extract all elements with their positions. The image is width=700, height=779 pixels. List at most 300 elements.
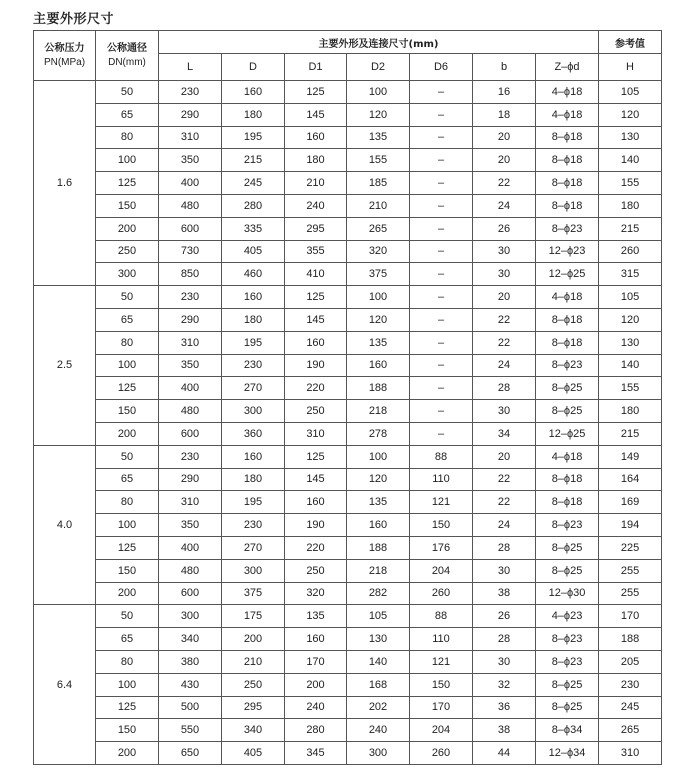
dn-cell: 150 bbox=[96, 400, 159, 423]
table-cell: 140 bbox=[599, 354, 662, 377]
table-cell: 230 bbox=[222, 514, 285, 537]
dn-cell: 50 bbox=[96, 445, 159, 468]
table-cell: 155 bbox=[599, 377, 662, 400]
table-cell: 320 bbox=[347, 240, 410, 263]
pn-cell: 2.5 bbox=[34, 286, 96, 446]
table-row bbox=[34, 491, 662, 514]
pn-cell: 6.4 bbox=[34, 605, 96, 765]
table-cell: 215 bbox=[599, 422, 662, 445]
table-cell: 205 bbox=[599, 650, 662, 673]
table-cell: 22 bbox=[473, 491, 536, 514]
table-cell: 150 bbox=[410, 514, 473, 537]
table-row bbox=[34, 263, 662, 286]
header-pn-unit: PN(MPa) bbox=[43, 56, 86, 68]
table-cell: 194 bbox=[599, 514, 662, 537]
table-cell: 8–ϕ18 bbox=[536, 194, 599, 217]
table-cell: 240 bbox=[347, 719, 410, 742]
dn-cell: 125 bbox=[96, 172, 159, 195]
dn-cell: 50 bbox=[96, 286, 159, 309]
table-cell: 8–ϕ18 bbox=[536, 149, 599, 172]
dn-cell: 65 bbox=[96, 308, 159, 331]
table-cell: 480 bbox=[159, 559, 222, 582]
dn-cell: 100 bbox=[96, 354, 159, 377]
table-row bbox=[34, 286, 662, 309]
table-cell: 8–ϕ25 bbox=[536, 559, 599, 582]
table-cell: 335 bbox=[222, 217, 285, 240]
table-cell: 20 bbox=[473, 149, 536, 172]
table-cell: 16 bbox=[473, 81, 536, 104]
table-cell: 200 bbox=[285, 673, 347, 696]
table-cell: 185 bbox=[347, 172, 410, 195]
table-cell: 120 bbox=[347, 103, 410, 126]
table-cell: 225 bbox=[599, 536, 662, 559]
table-cell: 550 bbox=[159, 719, 222, 742]
pn-cell: 1.6 bbox=[34, 81, 96, 286]
table-cell: 30 bbox=[473, 263, 536, 286]
dn-cell: 65 bbox=[96, 628, 159, 651]
header-dn-unit: DN(mm) bbox=[108, 56, 146, 68]
table-row bbox=[34, 468, 662, 491]
table-cell: 120 bbox=[347, 308, 410, 331]
table-cell: 8–ϕ18 bbox=[536, 331, 599, 354]
table-cell: 850 bbox=[159, 263, 222, 286]
table-cell: 265 bbox=[599, 719, 662, 742]
table-cell: 195 bbox=[222, 331, 285, 354]
table-cell: 400 bbox=[159, 536, 222, 559]
table-cell: 218 bbox=[347, 559, 410, 582]
table-cell: 188 bbox=[347, 377, 410, 400]
table-cell: 295 bbox=[222, 696, 285, 719]
table-cell: 32 bbox=[473, 673, 536, 696]
table-cell: 8–ϕ25 bbox=[536, 696, 599, 719]
table-cell: 310 bbox=[599, 742, 662, 765]
dn-cell: 150 bbox=[96, 719, 159, 742]
header-dn-label: 公称通径 bbox=[107, 42, 147, 54]
table-cell: 202 bbox=[347, 696, 410, 719]
table-cell: 8–ϕ25 bbox=[536, 536, 599, 559]
table-cell: – bbox=[410, 308, 473, 331]
table-cell: – bbox=[410, 422, 473, 445]
header-ref: 参考值 bbox=[599, 31, 662, 54]
table-cell: 400 bbox=[159, 377, 222, 400]
table-cell: 210 bbox=[285, 172, 347, 195]
table-cell: 130 bbox=[347, 628, 410, 651]
table-cell: 270 bbox=[222, 536, 285, 559]
header-group: 主要外形及连接尺寸(mm) bbox=[159, 31, 599, 54]
table-cell: 480 bbox=[159, 400, 222, 423]
table-row bbox=[34, 217, 662, 240]
dn-cell: 80 bbox=[96, 650, 159, 673]
table-cell: 195 bbox=[222, 491, 285, 514]
table-cell: 8–ϕ23 bbox=[536, 628, 599, 651]
table-row bbox=[34, 536, 662, 559]
table-cell: 250 bbox=[285, 400, 347, 423]
table-cell: 160 bbox=[222, 286, 285, 309]
table-cell: 140 bbox=[599, 149, 662, 172]
table-cell: 22 bbox=[473, 172, 536, 195]
table-row bbox=[34, 696, 662, 719]
table-cell: 30 bbox=[473, 559, 536, 582]
table-cell: 120 bbox=[599, 308, 662, 331]
table-cell: 375 bbox=[347, 263, 410, 286]
table-cell: 260 bbox=[410, 742, 473, 765]
table-cell: 130 bbox=[599, 331, 662, 354]
table-cell: 8–ϕ23 bbox=[536, 354, 599, 377]
table-cell: 300 bbox=[222, 559, 285, 582]
table-cell: 155 bbox=[599, 172, 662, 195]
table-cell: – bbox=[410, 194, 473, 217]
dn-cell: 100 bbox=[96, 149, 159, 172]
table-cell: 160 bbox=[285, 628, 347, 651]
table-cell: 18 bbox=[473, 103, 536, 126]
table-cell: 169 bbox=[599, 491, 662, 514]
dn-cell: 50 bbox=[96, 605, 159, 628]
dn-cell: 200 bbox=[96, 582, 159, 605]
dn-cell: 125 bbox=[96, 377, 159, 400]
pn-cell: 4.0 bbox=[34, 445, 96, 605]
table-cell: 30 bbox=[473, 400, 536, 423]
table-cell: 260 bbox=[599, 240, 662, 263]
table-cell: 360 bbox=[222, 422, 285, 445]
column-header: L bbox=[159, 54, 222, 81]
table-cell: 100 bbox=[347, 445, 410, 468]
table-cell: – bbox=[410, 263, 473, 286]
table-cell: 44 bbox=[473, 742, 536, 765]
column-header: b bbox=[473, 54, 536, 81]
table-cell: 195 bbox=[222, 126, 285, 149]
table-cell: 310 bbox=[285, 422, 347, 445]
table-cell: 160 bbox=[222, 445, 285, 468]
table-cell: 240 bbox=[285, 696, 347, 719]
table-cell: 600 bbox=[159, 422, 222, 445]
table-cell: 300 bbox=[347, 742, 410, 765]
table-cell: 180 bbox=[285, 149, 347, 172]
table-cell: 30 bbox=[473, 650, 536, 673]
dn-cell: 150 bbox=[96, 194, 159, 217]
table-cell: 20 bbox=[473, 126, 536, 149]
table-cell: 405 bbox=[222, 240, 285, 263]
table-cell: – bbox=[410, 126, 473, 149]
dn-cell: 200 bbox=[96, 422, 159, 445]
column-header: D bbox=[222, 54, 285, 81]
table-cell: 188 bbox=[347, 536, 410, 559]
table-cell: 125 bbox=[285, 81, 347, 104]
table-cell: 188 bbox=[599, 628, 662, 651]
table-cell: 500 bbox=[159, 696, 222, 719]
table-cell: 600 bbox=[159, 582, 222, 605]
table-cell: 210 bbox=[347, 194, 410, 217]
table-cell: – bbox=[410, 217, 473, 240]
table-cell: – bbox=[410, 172, 473, 195]
dn-cell: 125 bbox=[96, 536, 159, 559]
table-cell: 170 bbox=[285, 650, 347, 673]
table-cell: 12–ϕ25 bbox=[536, 422, 599, 445]
table-cell: 215 bbox=[599, 217, 662, 240]
dn-cell: 80 bbox=[96, 126, 159, 149]
table-cell: 36 bbox=[473, 696, 536, 719]
table-row bbox=[34, 673, 662, 696]
table-cell: – bbox=[410, 377, 473, 400]
dn-cell: 150 bbox=[96, 559, 159, 582]
page-title: 主要外形尺寸 bbox=[33, 12, 115, 27]
table-cell: 230 bbox=[159, 445, 222, 468]
table-cell: 245 bbox=[599, 696, 662, 719]
table-cell: 160 bbox=[285, 491, 347, 514]
table-cell: 8–ϕ18 bbox=[536, 308, 599, 331]
table-cell: 650 bbox=[159, 742, 222, 765]
table-cell: 176 bbox=[410, 536, 473, 559]
table-cell: 220 bbox=[285, 536, 347, 559]
table-cell: 145 bbox=[285, 103, 347, 126]
column-header: D2 bbox=[347, 54, 410, 81]
table-cell: 88 bbox=[410, 445, 473, 468]
table-cell: 22 bbox=[473, 331, 536, 354]
table-cell: 4–ϕ18 bbox=[536, 103, 599, 126]
table-cell: 105 bbox=[599, 81, 662, 104]
table-row bbox=[34, 628, 662, 651]
table-cell: – bbox=[410, 400, 473, 423]
table-cell: 30 bbox=[473, 240, 536, 263]
table-cell: 160 bbox=[347, 354, 410, 377]
column-header: H bbox=[599, 54, 662, 81]
table-cell: 230 bbox=[159, 286, 222, 309]
table-cell: 135 bbox=[347, 331, 410, 354]
table-cell: 290 bbox=[159, 103, 222, 126]
table-cell: 280 bbox=[285, 719, 347, 742]
header-pn-label: 公称压力 bbox=[44, 42, 85, 54]
table-cell: 8–ϕ25 bbox=[536, 400, 599, 423]
table-cell: 320 bbox=[285, 582, 347, 605]
table-cell: 255 bbox=[599, 559, 662, 582]
table-cell: 160 bbox=[285, 126, 347, 149]
table-cell: 204 bbox=[410, 559, 473, 582]
table-row bbox=[34, 742, 662, 765]
table-row bbox=[34, 308, 662, 331]
table-cell: 8–ϕ18 bbox=[536, 468, 599, 491]
table-row bbox=[34, 377, 662, 400]
table-cell: 282 bbox=[347, 582, 410, 605]
table-cell: 22 bbox=[473, 468, 536, 491]
table-row bbox=[34, 719, 662, 742]
table-cell: 375 bbox=[222, 582, 285, 605]
table-cell: 4–ϕ23 bbox=[536, 605, 599, 628]
column-header: Z–ϕd bbox=[536, 54, 599, 81]
table-cell: 240 bbox=[285, 194, 347, 217]
table-cell: 4–ϕ18 bbox=[536, 445, 599, 468]
table-cell: 8–ϕ18 bbox=[536, 172, 599, 195]
table-row bbox=[34, 354, 662, 377]
table-cell: 24 bbox=[473, 194, 536, 217]
table-cell: – bbox=[410, 286, 473, 309]
table-cell: 350 bbox=[159, 149, 222, 172]
dn-cell: 125 bbox=[96, 696, 159, 719]
table-cell: 28 bbox=[473, 536, 536, 559]
table-cell: 218 bbox=[347, 400, 410, 423]
table-cell: 180 bbox=[222, 103, 285, 126]
table-cell: 295 bbox=[285, 217, 347, 240]
table-cell: 265 bbox=[347, 217, 410, 240]
table-cell: 24 bbox=[473, 354, 536, 377]
table-cell: 280 bbox=[222, 194, 285, 217]
table-cell: 100 bbox=[347, 286, 410, 309]
table-cell: 12–ϕ25 bbox=[536, 263, 599, 286]
table-cell: 155 bbox=[347, 149, 410, 172]
header-dn bbox=[96, 31, 159, 81]
table-cell: 410 bbox=[285, 263, 347, 286]
table-cell: 215 bbox=[222, 149, 285, 172]
table-cell: 300 bbox=[222, 400, 285, 423]
table-cell: 105 bbox=[347, 605, 410, 628]
table-cell: 8–ϕ34 bbox=[536, 719, 599, 742]
table-row bbox=[34, 240, 662, 263]
table-cell: 230 bbox=[222, 354, 285, 377]
table-cell: 255 bbox=[599, 582, 662, 605]
table-cell: – bbox=[410, 81, 473, 104]
table-cell: 160 bbox=[347, 514, 410, 537]
table-cell: 125 bbox=[285, 286, 347, 309]
table-cell: – bbox=[410, 331, 473, 354]
table-cell: 600 bbox=[159, 217, 222, 240]
table-cell: 190 bbox=[285, 514, 347, 537]
dn-cell: 80 bbox=[96, 491, 159, 514]
table-cell: – bbox=[410, 240, 473, 263]
table-cell: 345 bbox=[285, 742, 347, 765]
table-cell: 160 bbox=[222, 81, 285, 104]
table-cell: 34 bbox=[473, 422, 536, 445]
table-cell: 180 bbox=[222, 308, 285, 331]
dn-cell: 100 bbox=[96, 673, 159, 696]
table-row bbox=[34, 149, 662, 172]
table-cell: 135 bbox=[347, 491, 410, 514]
table-cell: 250 bbox=[285, 559, 347, 582]
table-cell: 380 bbox=[159, 650, 222, 673]
table-row bbox=[34, 445, 662, 468]
table-cell: 100 bbox=[347, 81, 410, 104]
table-cell: 28 bbox=[473, 628, 536, 651]
table-cell: 22 bbox=[473, 308, 536, 331]
table-cell: – bbox=[410, 103, 473, 126]
table-cell: 290 bbox=[159, 308, 222, 331]
column-header: D6 bbox=[410, 54, 473, 81]
table-cell: 168 bbox=[347, 673, 410, 696]
table-cell: 12–ϕ30 bbox=[536, 582, 599, 605]
table-cell: 8–ϕ23 bbox=[536, 650, 599, 673]
table-cell: 340 bbox=[159, 628, 222, 651]
table-cell: 350 bbox=[159, 514, 222, 537]
table-cell: 230 bbox=[599, 673, 662, 696]
table-cell: 38 bbox=[473, 582, 536, 605]
table-cell: 310 bbox=[159, 126, 222, 149]
table-cell: 310 bbox=[159, 331, 222, 354]
table-cell: 4–ϕ18 bbox=[536, 81, 599, 104]
dn-cell: 50 bbox=[96, 81, 159, 104]
table-row bbox=[34, 331, 662, 354]
table-cell: 135 bbox=[347, 126, 410, 149]
dn-cell: 200 bbox=[96, 217, 159, 240]
table-cell: 160 bbox=[285, 331, 347, 354]
dn-cell: 200 bbox=[96, 742, 159, 765]
table-cell: 26 bbox=[473, 217, 536, 240]
table-cell: 8–ϕ18 bbox=[536, 126, 599, 149]
header-pn bbox=[34, 31, 96, 81]
table-cell: 110 bbox=[410, 628, 473, 651]
table-cell: 204 bbox=[410, 719, 473, 742]
table-cell: 245 bbox=[222, 172, 285, 195]
dn-cell: 65 bbox=[96, 468, 159, 491]
table-cell: 340 bbox=[222, 719, 285, 742]
table-row bbox=[34, 422, 662, 445]
table-cell: 26 bbox=[473, 605, 536, 628]
table-cell: 145 bbox=[285, 468, 347, 491]
table-cell: 24 bbox=[473, 514, 536, 537]
table-cell: 430 bbox=[159, 673, 222, 696]
table-cell: 120 bbox=[599, 103, 662, 126]
table-cell: 4–ϕ18 bbox=[536, 286, 599, 309]
table-cell: 400 bbox=[159, 172, 222, 195]
table-row bbox=[34, 582, 662, 605]
table-cell: 480 bbox=[159, 194, 222, 217]
table-cell: 135 bbox=[285, 605, 347, 628]
table-cell: 355 bbox=[285, 240, 347, 263]
dn-cell: 80 bbox=[96, 331, 159, 354]
column-header: D1 bbox=[285, 54, 347, 81]
table-row bbox=[34, 650, 662, 673]
table-cell: 140 bbox=[347, 650, 410, 673]
table-cell: 105 bbox=[599, 286, 662, 309]
table-cell: 170 bbox=[410, 696, 473, 719]
table-cell: 350 bbox=[159, 354, 222, 377]
table-cell: 200 bbox=[222, 628, 285, 651]
table-cell: 149 bbox=[599, 445, 662, 468]
table-cell: 8–ϕ18 bbox=[536, 491, 599, 514]
dn-cell: 250 bbox=[96, 240, 159, 263]
table-row bbox=[34, 400, 662, 423]
table-cell: 180 bbox=[222, 468, 285, 491]
dn-cell: 100 bbox=[96, 514, 159, 537]
table-cell: 260 bbox=[410, 582, 473, 605]
table-cell: 230 bbox=[159, 81, 222, 104]
table-row bbox=[34, 514, 662, 537]
table-cell: 180 bbox=[599, 194, 662, 217]
table-cell: 210 bbox=[222, 650, 285, 673]
table-cell: 315 bbox=[599, 263, 662, 286]
table-row bbox=[34, 559, 662, 582]
table-cell: 125 bbox=[285, 445, 347, 468]
table-cell: 250 bbox=[222, 673, 285, 696]
table-cell: – bbox=[410, 354, 473, 377]
table-cell: 120 bbox=[347, 468, 410, 491]
table-cell: 110 bbox=[410, 468, 473, 491]
table-cell: 88 bbox=[410, 605, 473, 628]
table-cell: 175 bbox=[222, 605, 285, 628]
table-cell: 8–ϕ23 bbox=[536, 514, 599, 537]
table-row bbox=[34, 126, 662, 149]
table-cell: 28 bbox=[473, 377, 536, 400]
table-cell: 170 bbox=[599, 605, 662, 628]
table-row bbox=[34, 172, 662, 195]
table-cell: 20 bbox=[473, 286, 536, 309]
table-cell: 220 bbox=[285, 377, 347, 400]
table-cell: 145 bbox=[285, 308, 347, 331]
table-cell: 8–ϕ25 bbox=[536, 377, 599, 400]
table-cell: 180 bbox=[599, 400, 662, 423]
table-cell: 300 bbox=[159, 605, 222, 628]
table-row bbox=[34, 81, 662, 104]
table-cell: 190 bbox=[285, 354, 347, 377]
table-cell: 730 bbox=[159, 240, 222, 263]
table-row bbox=[34, 194, 662, 217]
table-cell: 130 bbox=[599, 126, 662, 149]
